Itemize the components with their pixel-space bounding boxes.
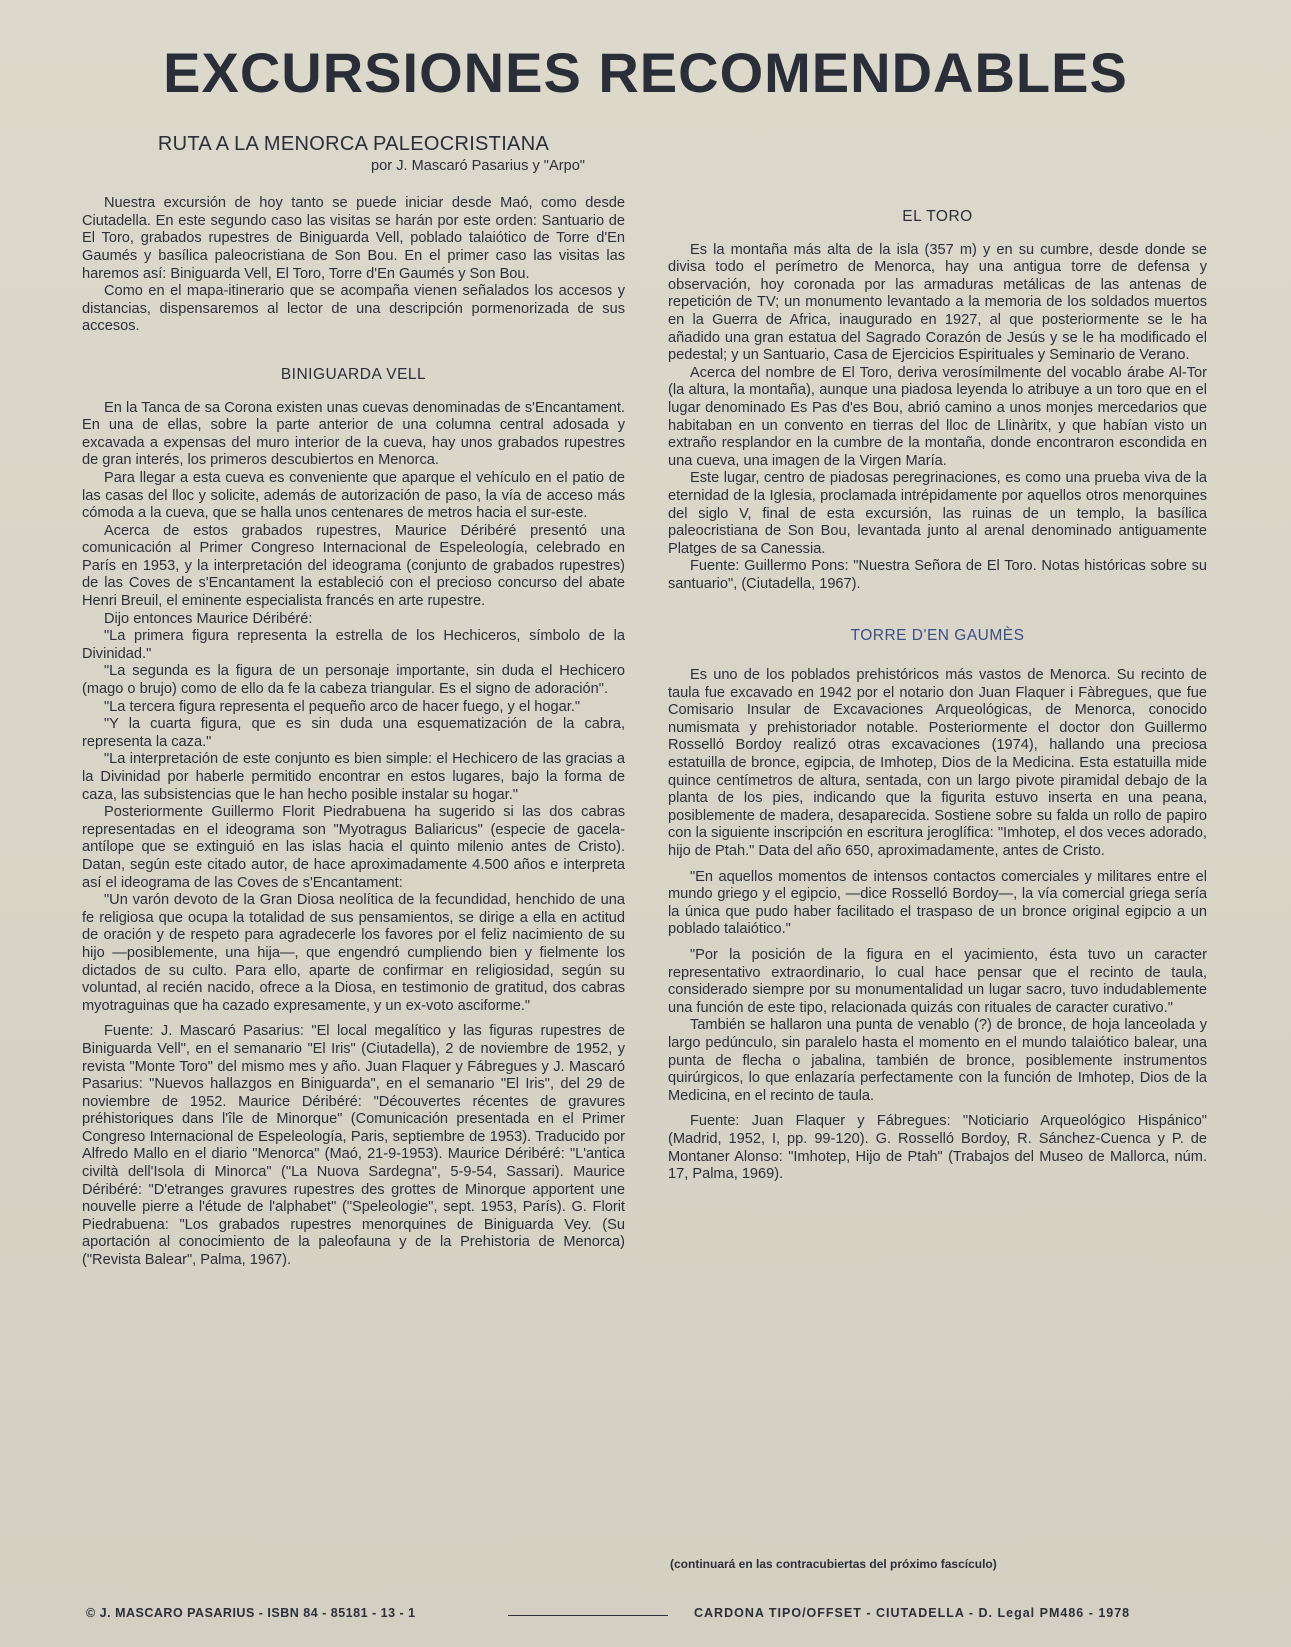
body-paragraph: Este lugar, centro de piadosas peregrinaciones, es como una prueba viva de la eternidad de la Iglesia, proclamada intrépidamente por aquellos otros menorquines del siglo V, final de esta excursión, las ruinas de un templo, la basílica paleocristiana de Son Bou, levantada junto al arenal denominado antiguamente Platges de sa Canessia. (668, 470, 1207, 557)
body-paragraph: Acerca de estos grabados rupestres, Maurice Déribéré presentó una comunicación al Primer Congreso Internacional de Espeleología, celebrado en París en 1953, y la interpretación del ideograma (conjunto de grabados rupestres) de las Coves de s'Encantament la estableció con el precioso concurso del abate Henri Breuil, el eminente especialista francés en arte rupestre. (82, 522, 625, 610)
page-title: EXCURSIONES RECOMENDABLES (163, 41, 1128, 104)
continuation-note: (continuará en las contracubiertas del próximo fascículo) (670, 1557, 997, 1571)
quote-paragraph: "Por la posición de la figura en el yacimiento, ésta tuvo un caracter representativo extraordinario, lo cual hace pensar que el recinto de taula, considerado siempre por su monumentalidad un lugar sacro, tuvo indudablemente una función de este tipo, relacionada quizás con rituales de caracter curativo." (668, 946, 1207, 1016)
body-paragraph: Es uno de los poblados prehistóricos más vastos de Menorca. Su recinto de taula fue excavado en 1942 por el notario don Juan Flaquer i Fàbregues, que fue Comisario Insular de Excavaciones Arqueológicas, de Menorca, conocido numismata y prehistoriador notable. Posteriormente el doctor don Guillermo Rosselló Bordoy realizó otras excavaciones (1974), hallando una preciosa estatuilla de bronce, egipcia, de Imhotep, Dios de la Medicina. Esta estatuilla mide quince centímetros de altura, sentada, con un largo pivote piramidal debajo de la planta de los pies, indicando que la figurita estuvo inserta en una peana, posiblemente de madera, desaparecida. Sostiene sobre su falda un rollo de papiro con la siguiente inscripción en escritura jeroglífica: "Imhotep, el dos veces adorado, hijo de Ptah." Data del año 650, aproximadamente, antes de Cristo. (668, 667, 1207, 859)
source-paragraph: Fuente: Juan Flaquer y Fábregues: "Noticiario Arqueológico Hispánico" (Madrid, 1952, I, pp. 99-120). G. Rosselló Bordoy, R. Sánchez-Cuenca y P. de Montaner Alonso: "Imhotep, Hijo de Ptah" (Trabajos del Museo de Mallorca, núm. 17, Palma, 1969). (668, 1113, 1207, 1183)
body-paragraph: También se hallaron una punta de venablo (?) de bronce, de hoja lanceolada y largo pedúnculo, sin paralelo hasta el momento en el mundo talaiótico balear, una punta de flecha o jabalina, también de bronce, posiblemente instrumentos quirúrgicos, lo que enlazaría perfectamente con la función de Imhotep, Dios de la Medicina, en el recinto de taula. (668, 1017, 1207, 1104)
source-paragraph: Fuente: Guillermo Pons: "Nuestra Señora de El Toro. Notas históricas sobre su santuario", (Ciutadella, 1967). (668, 558, 1207, 592)
quote-paragraph: "Un varón devoto de la Gran Diosa neolítica de la fecundidad, henchido de una fe religiosa que ocupa la totalidad de sus pensamientos, se dirige a ella en actitud de oración y de respeto para agradecerle los favores por el feliz nacimiento de su hijo —posiblemente, una hija—, que engendró cumpliendo bien y fielmente los dictados de su culto. Para ello, aparte de confirmar en religiosidad, según su voluntad, al recién nacido, ofrece a la Diosa, en testimonio de gratitud, dos cabras myotraguinas que ha cazado expresamente, y un ex-voto asciforme." (82, 892, 625, 1014)
right-column-sections (668, 196, 1207, 1184)
source-paragraph: Fuente: J. Mascaró Pasarius: "El local megalítico y las figuras rupestres de Biniguarda Vell", en el semanario "El Iris" (Ciutadella), 2 de noviembre de 1952, y revista "Monte Toro" del mismo mes y año. Juan Flaquer y Fábregues y J. Mascaró Pasarius: "Nuevos hallazgos en Biniguarda", en el semanario "El Iris", del 29 de noviembre de 1952. Maurice Déribéré: "Découvertes récentes de gravures préhistoriques dans l'île de Minorque" (Comunicación presentada en el Primer Congreso Internacional de Espeleología, Paris, septiembre de 1953). Traducido por Alfredo Mallo en el diario "Menorca" (Maó, 21-9-1953). Maurice Déribéré: "L'antica civiltà dell'Isola di Minorca" ("La Nuova Sardegna", 5-9-54, Sassari). Maurice Déribéré: "D'etranges gravures rupestres des grottes de Minorque apportent une nouvelle pierre a l'étude de l'alphabet" ("Speleologie", sept. 1953, París). G. Florit Piedrabuena: "Los grabados rupestres menorquines de Biniguarda Vey. (Su aportación al conocimiento de la paleofauna y de la Prehistoria de Menorca) ("Revista Balear", Palma, 1967). (82, 1023, 625, 1269)
body-paragraph: Dijo entonces Maurice Déribéré: (104, 610, 313, 627)
section-heading-gaumes: TORRE D'EN GAUMÈS (850, 627, 1025, 645)
quote-paragraph: "La segunda es la figura de un personaje importante, sin duda el Hechicero (mago o brujo) como de ello da fe la cabeza triangular. Es el signo de adoración". (82, 663, 625, 698)
intro-paragraph: Nuestra excursión de hoy tanto se puede iniciar desde Maó, como desde Ciutadella. En este segundo caso las visitas se harán por este orden: Santuario de El Toro, grabados rupestres de Biniguarda Vell, poblado talaiótico de Torre d'En Gaumés y basílica paleocristiana de Son Bou. En el primer caso las visitas las haremos así: Biniguarda Vell, El Toro, Torre d'En Gaumés y Son Bou. (82, 195, 625, 282)
intro-paragraph: Como en el mapa-itinerario que se acompaña vienen señalados los accesos y distancias, dispensaremos al lector de una descripción pormenorizada de sus accesos. (82, 283, 625, 335)
section-heading-toro: EL TORO (902, 208, 973, 225)
body-paragraph: Es la montaña más alta de la isla (357 m) y en su cumbre, desde donde se divisa todo el perímetro de Menorca, hay una antigua torre de defensa y observación, hoy coronada por las armaduras metálicas de las antenas de repetición de TV; un monumento levantado a la memoria de los soldados muertos en la Guerra de Africa, inaugurado en 1927, al que posteriormente se le ha añadido una gran estatua del Sagrado Corazón de Jesús y se le ha modificado el pedestal; y un Santuario, Casa de Ejercicios Espirituales y Seminario de Verano. (668, 241, 1207, 364)
quote-paragraph: "La interpretación de este conjunto es bien simple: el Hechicero de las gracias a la Divinidad por haberle permitido encontrar en estos lugares, bajo la forma de caza, las subsistencias que le han hecho posible instalar su hogar." (82, 751, 625, 803)
quote-paragraph: "En aquellos momentos de intensos contactos comerciales y militares entre el mundo griego y el egipcio, —dice Rosselló Bordoy—, la vía comercial griega sería la única que pudo haber facilitado el traspaso de un bronce original egipcio a un poblado talaiótico." (668, 868, 1207, 938)
body-paragraph: En la Tanca de sa Corona existen unas cuevas denominadas de s'Encantament. En una de ellas, sobre la parte anterior de una columna central adosada y excavada a expensas del muro interior de la cueva, hay unos grabados rupestres de gran interés, los primeros descubiertos en Menorca. (82, 399, 625, 469)
section-heading-biniguarda: BINIGUARDA VELL (280, 365, 427, 383)
body-paragraph: Acerca del nombre de El Toro, deriva verosímilmente del vocablo árabe Al-Tor (la altura, la montaña), aunque una piadosa leyenda lo atribuye a un toro que en el lugar denominado Es Pas d'es Bou, abrió camino a unos monjes mercedarios que habitaban en un convento en tierras del lloc de Llinàritx, y que habían visto un extraño resplandor en la cumbre de la montaña, donde encontraron escondida en una cueva, una imagen de la Virgen María. (668, 364, 1207, 469)
body-paragraph: Para llegar a esta cueva es conveniente que aparque el vehículo en el patio de las casas del lloc y solicite, además de autorización de paso, la vía de acceso más cómoda a la cueva, que se halla unos centenares de metros hacia el sur-este. (82, 469, 625, 522)
quote-paragraph: "La primera figura representa la estrella de los Hechiceros, símbolo de la Divinidad." (82, 628, 625, 662)
footer-printer: CARDONA TIPO/OFFSET - CIUTADELLA - D. Legal PM486 - 1978 (694, 1606, 1131, 1620)
quote-paragraph: "La tercera figura representa el pequeño arco de hacer fuego, y el hogar." (104, 698, 581, 715)
left-column (82, 132, 625, 1270)
article-title: RUTA A LA MENORCA PALEOCRISTIANA (157, 133, 550, 155)
footer-copyright: © J. MASCARO PASARIUS - ISBN 84 - 85181 - 13 - 1 (86, 1606, 416, 1620)
footer-rule (508, 1615, 668, 1616)
body-paragraph: Posteriormente Guillermo Florit Piedrabuena ha sugerido si las dos cabras representadas en el ideograma son "Myotragus Baliaricus" (especie de gacela-antílope que se extinguió en las islas hacia el quinto milenio antes de Cristo). Datan, según este citado autor, de hace aproximadamente 4.500 años e interpreta así el ideograma de las Coves de s'Encantament: (82, 804, 625, 891)
article-byline: por J. Mascaró Pasarius y "Arpo" (371, 157, 585, 174)
quote-paragraph: "Y la cuarta figura, que es sin duda una esquematización de la cabra, representa la caza." (82, 716, 625, 750)
